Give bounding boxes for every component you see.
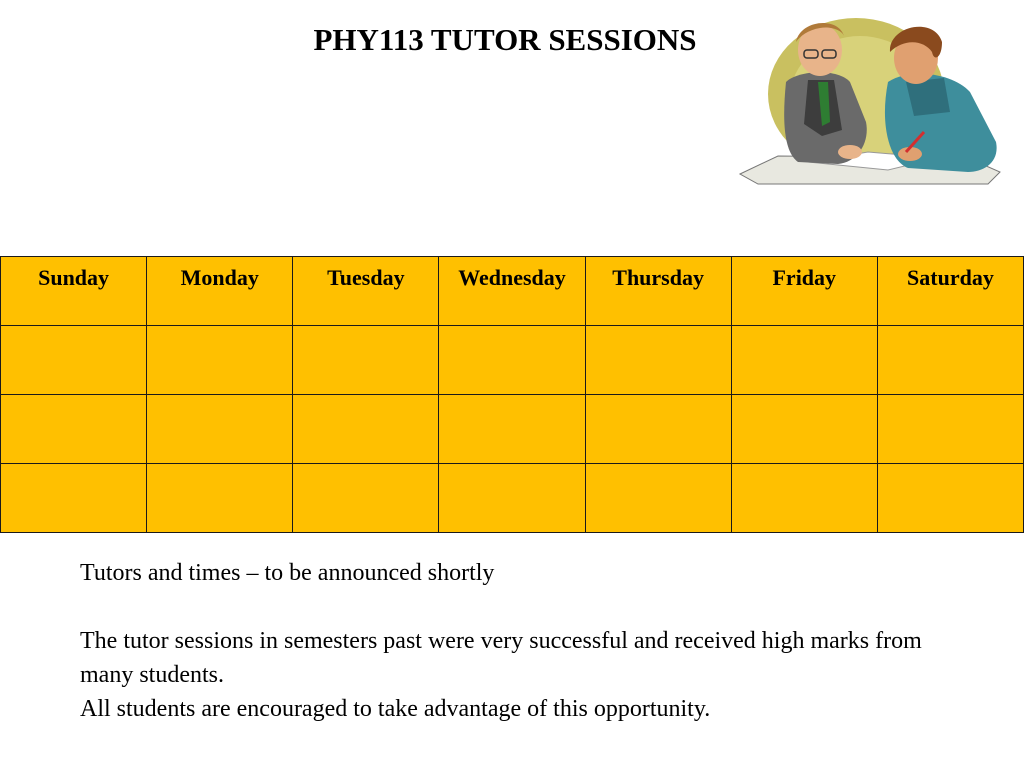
table-cell bbox=[439, 464, 585, 533]
schedule-table bbox=[0, 256, 1024, 533]
past-sessions-line: The tutor sessions in semesters past were very successful and received high marks from many students. bbox=[80, 628, 922, 688]
table-cell bbox=[293, 326, 439, 395]
table-cell bbox=[147, 326, 293, 395]
table-cell bbox=[293, 464, 439, 533]
table-row bbox=[1, 326, 1024, 395]
header-saturday: Saturday bbox=[877, 257, 1023, 326]
table-cell bbox=[731, 395, 877, 464]
table-cell bbox=[439, 395, 585, 464]
announcement-line: Tutors and times – to be announced shortly bbox=[80, 560, 495, 586]
notes-text bbox=[80, 556, 980, 726]
table-cell bbox=[1, 326, 147, 395]
slide-title: PHY113 TUTOR SESSIONS bbox=[313, 22, 697, 57]
tutor-and-student-clipart-icon bbox=[738, 12, 1004, 188]
table-cell bbox=[293, 395, 439, 464]
table-cell bbox=[585, 395, 731, 464]
table-cell bbox=[439, 326, 585, 395]
table-cell bbox=[1, 395, 147, 464]
table-cell bbox=[585, 326, 731, 395]
header-friday: Friday bbox=[731, 257, 877, 326]
table-cell bbox=[877, 326, 1023, 395]
header-monday: Monday bbox=[147, 257, 293, 326]
table-cell bbox=[877, 464, 1023, 533]
table-cell bbox=[147, 395, 293, 464]
table-cell bbox=[731, 326, 877, 395]
table-cell bbox=[585, 464, 731, 533]
header-sunday: Sunday bbox=[1, 257, 147, 326]
table-cell bbox=[731, 464, 877, 533]
header-tuesday: Tuesday bbox=[293, 257, 439, 326]
table-cell bbox=[147, 464, 293, 533]
header-wednesday: Wednesday bbox=[439, 257, 585, 326]
header-thursday: Thursday bbox=[585, 257, 731, 326]
table-row bbox=[1, 395, 1024, 464]
encouragement-line: All students are encouraged to take advantage of this opportunity. bbox=[80, 696, 711, 722]
table-cell bbox=[877, 395, 1023, 464]
table-header-row bbox=[1, 257, 1024, 326]
paragraph-spacer bbox=[80, 590, 980, 624]
table-cell bbox=[1, 464, 147, 533]
table-row bbox=[1, 464, 1024, 533]
